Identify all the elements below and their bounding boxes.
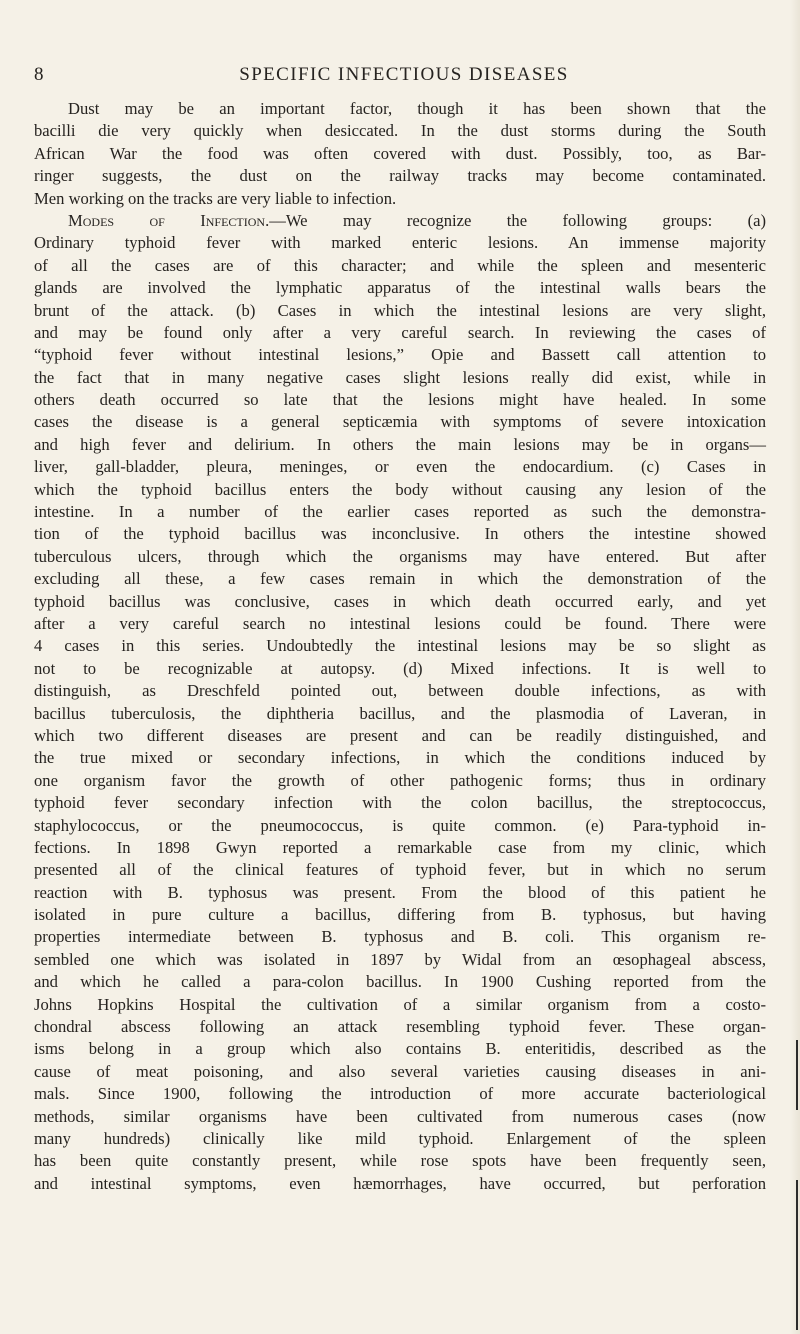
text-line: liver, gall-bladder, pleura, meninges, or even the endocardium. (c) Cases in [34,457,766,477]
text-line: mals. Since 1900, following the introduction of more accurate bacteriological [34,1084,766,1104]
text-line: Men working on the tracks are very liable to infection. [34,188,397,208]
page-edge-mark [796,1040,798,1110]
text-line: tion of the typhoid bacillus was inconclusive. In others the intestine showed [34,524,766,544]
text-line: the fact that in many negative cases slight lesions really did exist, while in [34,367,766,387]
section-heading: Modes of Infection. [68,210,270,230]
text-line: African War the food was often covered with dust. Possibly, too, as Bar- [34,143,766,163]
text-line: of all the cases are of this character; and while the spleen and mesenteric [34,255,766,275]
text-line [34,210,766,232]
text-line: glands are involved the lymphatic apparatus of the intestinal walls bears the [34,278,766,298]
text-line: the true mixed or secondary infections, in which the conditions induced by [34,748,766,768]
text-line: one organism favor the growth of other pathogenic forms; thus in ordinary [34,770,766,790]
text-line: “typhoid fever without intestinal lesions,” Opie and Bassett call attention to [34,345,766,365]
text-line: Johns Hopkins Hospital the cultivation of a similar organism from a costo- [34,994,766,1014]
page-edge-shadow [790,0,800,1334]
text-line: methods, similar organisms have been cultivated from numerous cases (now [34,1106,766,1126]
text-line: reaction with B. typhosus was present. From the blood of this patient he [34,882,766,902]
text-line: and intestinal symptoms, even hæmorrhages, have occurred, but perforation [34,1173,766,1193]
text-line: isolated in pure culture a bacillus, differing from B. typhosus, but having [34,905,766,925]
text-line: typhoid fever secondary infection with the colon bacillus, the streptococcus, [34,793,766,813]
running-title: SPECIFIC INFECTIOUS DISEASES [239,64,569,85]
text-line: bacillus tuberculosis, the diphtheria bacillus, and the plasmodia of Laveran, in [34,703,766,723]
text-line: others death occurred so late that the lesions might have healed. In some [34,390,766,410]
text-line: many hundreds) clinically like mild typhoid. Enlargement of the spleen [34,1128,766,1148]
page-number: 8 [34,64,44,85]
text-line: and which he called a para-colon bacillus. In 1900 Cushing reported from the [34,972,766,992]
text-line: not to be recognizable at autopsy. (d) Mixed infections. It is well to [34,658,766,678]
text-line: typhoid bacillus was conclusive, cases in which death occurred early, and yet [34,591,766,611]
text-line: Ordinary typhoid fever with marked enteric lesions. An immense majority [34,233,766,253]
text-line: isms belong in a group which also contains B. enteritidis, described as the [34,1039,766,1059]
text-line: properties intermediate between B. typhosus and B. coli. This organism re- [34,927,766,947]
text-line: fections. In 1898 Gwyn reported a remarkable case from my clinic, which [34,837,766,857]
text-line: intestine. In a number of the earlier cases reported as such the demonstra- [34,502,766,522]
text-line: after a very careful search no intestinal lesions could be found. There were [34,613,766,633]
text-line: which two different diseases are present and can be readily distinguished, and [34,725,766,745]
page-edge-mark [796,1180,798,1330]
text-line: distinguish, as Dreschfeld pointed out, between double infections, as with [34,681,766,701]
text-line: cases the disease is a general septicæmia with symptoms of severe intoxication [34,412,766,432]
text-line: cause of meat poisoning, and also several varieties causing diseases in ani- [34,1061,766,1081]
text-line: tuberculous ulcers, through which the organisms may have entered. But after [34,546,766,566]
text-line: chondral abscess following an attack resembling typhoid fever. These organ- [34,1017,766,1037]
body-text [34,98,766,1195]
text-line: brunt of the attack. (b) Cases in which the intestinal lesions are very slight, [34,300,766,320]
text-line-continuation: —We may recognize the following groups: (a) [269,210,766,230]
text-line: staphylococcus, or the pneumococcus, is quite common. (e) Para-typhoid in- [34,815,766,835]
text-line: ringer suggests, the dust on the railway tracks may become contaminated. [34,166,766,186]
text-line: and may be found only after a very careful search. In reviewing the cases of [34,322,766,342]
text-line: bacilli die very quickly when desiccated. In the dust storms during the South [34,121,766,141]
text-line: and high fever and delirium. In others the main lesions may be in organs— [34,434,766,454]
page-header [34,64,774,90]
text-line: sembled one which was isolated in 1897 by Widal from an œsophageal abscess, [34,949,766,969]
text-line: has been quite constantly present, while rose spots have been frequently seen, [34,1151,766,1171]
text-line: which the typhoid bacillus enters the body without causing any lesion of the [34,479,766,499]
text-line: presented all of the clinical features of typhoid fever, but in which no serum [34,860,766,880]
text-line: excluding all these, a few cases remain in which the demonstration of the [34,569,766,589]
text-line: 4 cases in this series. Undoubtedly the intestinal lesions may be so slight as [34,636,766,656]
text-line: Dust may be an important factor, though it has been shown that the [68,99,766,118]
